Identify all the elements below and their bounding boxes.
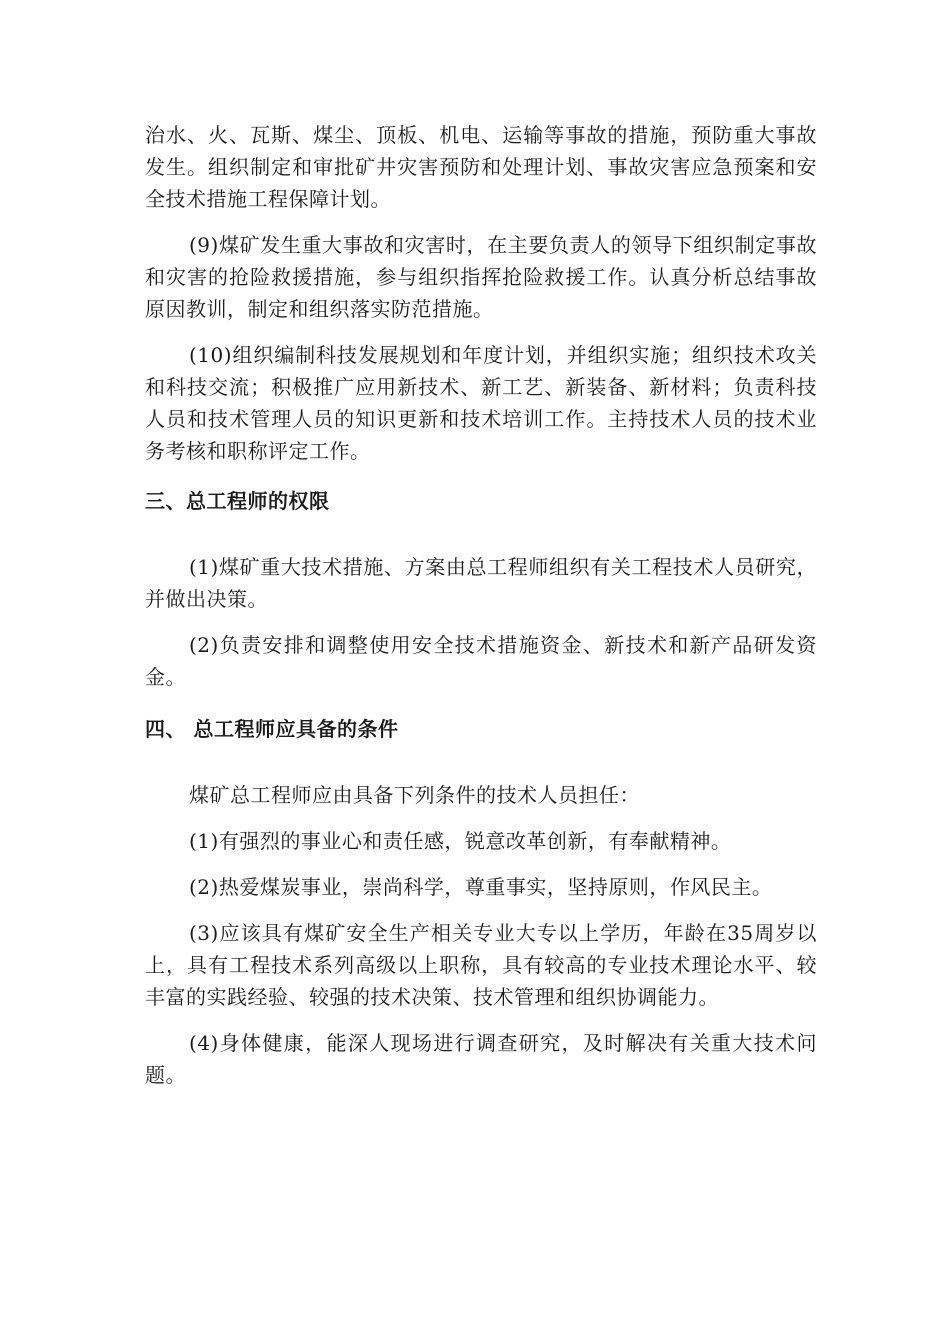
- section-heading-requirements: 四、 总工程师应具备的条件: [145, 717, 399, 741]
- paragraph-authority-1: (1)煤矿重大技术措施、方案由总工程师组织有关工程技术人员研究，并做出决策。: [145, 555, 817, 611]
- paragraph-item-10: (10)组织编制科技发展规划和年度计划，并组织实施；组织技术攻关和科技交流；积极推广应用新技术、新工艺、新装备、新材料；负责科技人员和技术管理人员的知识更新和技术培训工作。主持技术人员的技术业务考核和职称评定工作。: [145, 343, 817, 463]
- paragraph-requirement-1: (1)有强烈的事业心和责任感，锐意改革创新，有奉献精神。: [189, 829, 732, 853]
- section-heading-authority: 三、总工程师的权限: [145, 489, 330, 513]
- paragraph-item-9: (9)煤矿发生重大事故和灾害时，在主要负责人的领导下组织制定事故和灾害的抢险救援措施，参与组织指挥抢险救援工作。认真分析总结事故原因教训，制定和组织落实防范措施。: [145, 233, 817, 321]
- paragraph-requirements-intro: 煤矿总工程师应由具备下列条件的技术人员担任：: [189, 783, 640, 807]
- document-body: [145, 119, 817, 1105]
- paragraph-requirement-4: (4)身体健康，能深人现场进行调查研究，及时解决有关重大技术问题。: [145, 1031, 817, 1087]
- paragraph-measures-continued: 治水、火、瓦斯、煤尘、顶板、机电、运输等事故的措施，预防重大事故发生。组织制定和审批矿井灾害预防和处理计划、事故灾害应急预案和安全技术措施工程保障计划。: [145, 123, 817, 211]
- paragraph-authority-2: (2)负责安排和调整使用安全技术措施资金、新技术和新产品研发资金。: [145, 633, 817, 689]
- paragraph-requirement-3: (3)应该具有煤矿安全生产相关专业大专以上学历，年龄在35周岁以上，具有工程技术系列高级以上职称，具有较高的专业技术理论水平、较丰富的实践经验、较强的技术决策、技术管理和组织协调能力。: [145, 921, 817, 1009]
- paragraph-requirement-2: (2)热爱煤炭事业，崇尚科学，尊重事实，坚持原则，作风民主。: [189, 875, 773, 899]
